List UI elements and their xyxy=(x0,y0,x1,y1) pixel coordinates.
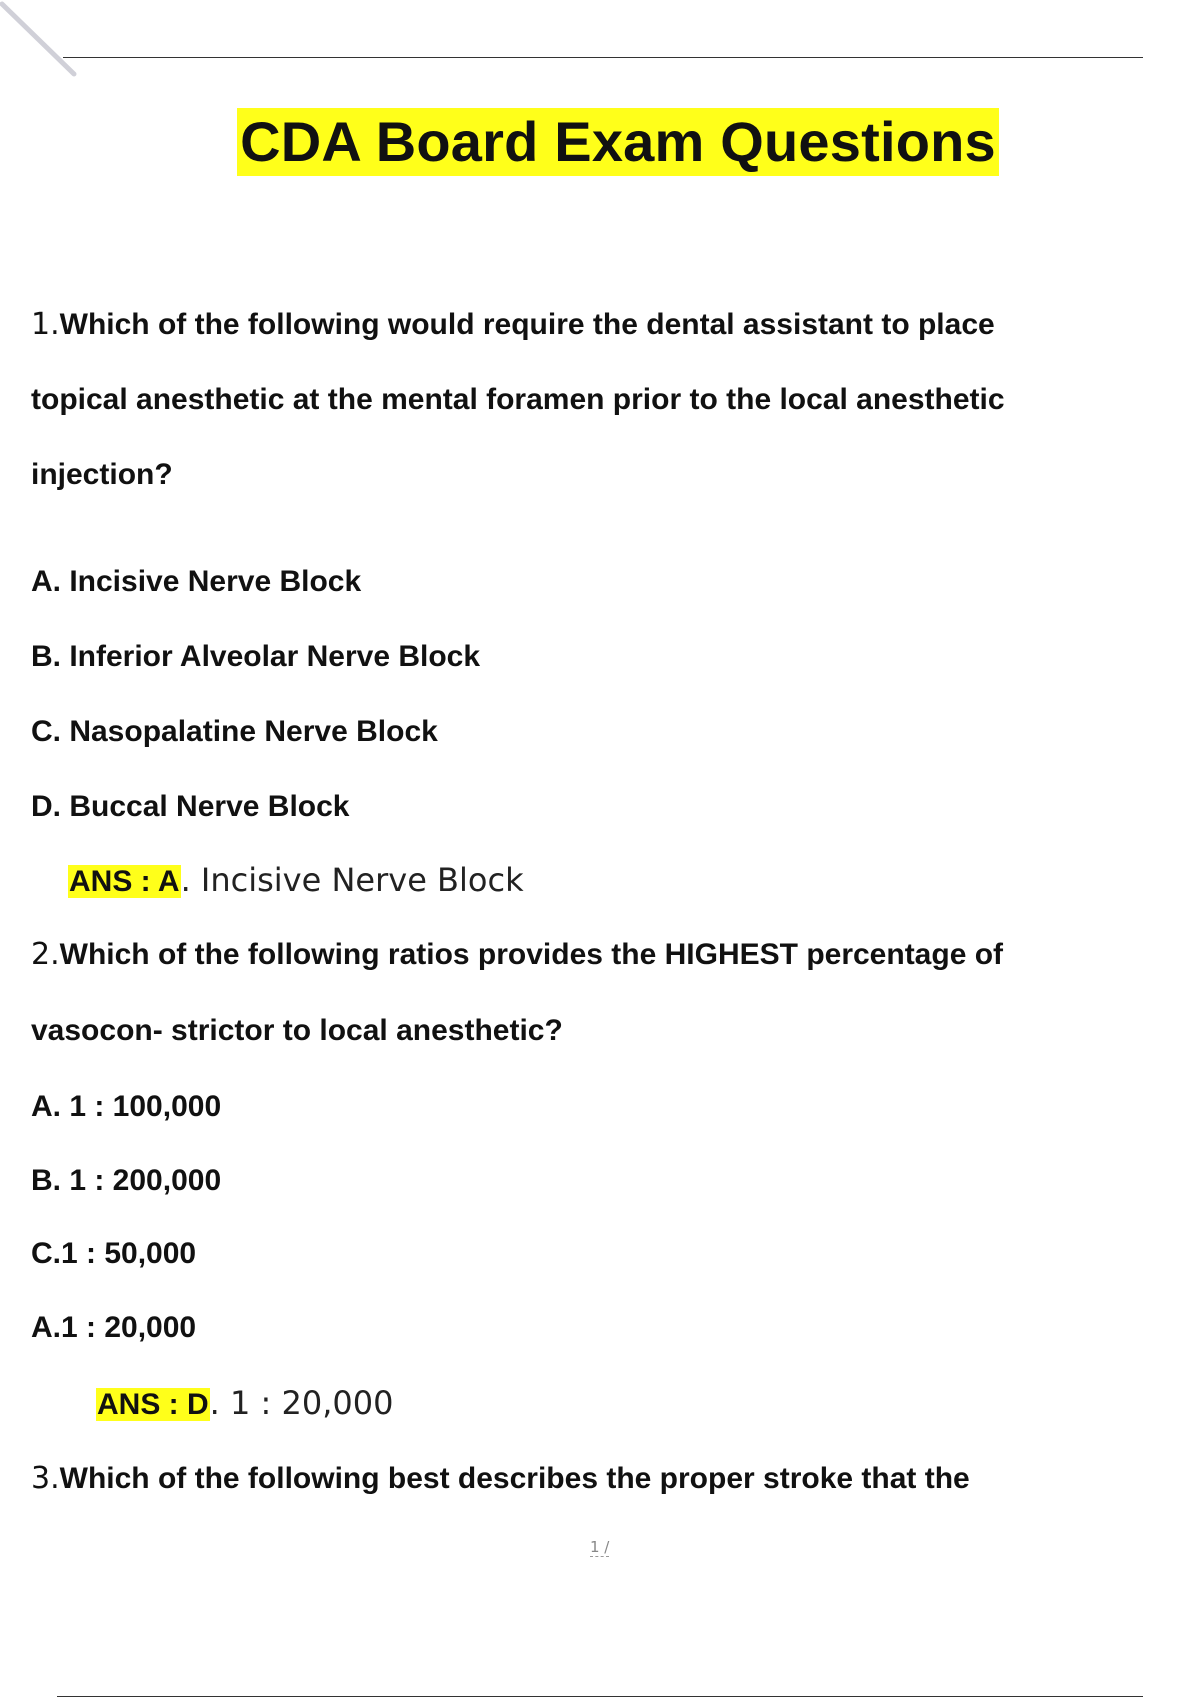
question-1-number: 1. xyxy=(31,307,60,342)
question-2-answer-tag: ANS : D xyxy=(97,1388,209,1421)
question-1-line-2: topical anesthetic at the mental foramen prior to the local anesthetic xyxy=(31,383,1005,416)
question-1-option-d: D. Buccal Nerve Block xyxy=(31,790,350,823)
document-title: CDA Board Exam Questions xyxy=(237,108,999,176)
question-2-line-1 xyxy=(31,917,1141,992)
question-1-answer-value: . Incisive Nerve Block xyxy=(180,861,524,899)
question-3-line-1 xyxy=(31,1441,1141,1516)
question-1-line-3: injection? xyxy=(31,458,173,491)
question-3-text-line-1: Which of the following best describes the proper stroke that the xyxy=(59,1462,970,1495)
question-1-option-b: B. Inferior Alveolar Nerve Block xyxy=(31,640,481,673)
question-2-answer-value: . 1 : 20,000 xyxy=(209,1384,394,1422)
question-1-option-a: A. Incisive Nerve Block xyxy=(31,565,362,598)
question-3-number: 3. xyxy=(31,1461,60,1496)
question-1-answer-tag: ANS : A xyxy=(69,865,180,898)
question-2-option-d: A.1 : 20,000 xyxy=(31,1311,197,1344)
page-corner-mark xyxy=(0,0,80,80)
question-2-option-b: B. 1 : 200,000 xyxy=(31,1164,222,1197)
question-2-option-a: A. 1 : 100,000 xyxy=(31,1090,222,1123)
question-1-option-c: C. Nasopalatine Nerve Block xyxy=(31,715,438,748)
question-2-option-c: C.1 : 50,000 xyxy=(31,1237,197,1270)
header-rule xyxy=(63,57,1143,58)
question-2-line-2: vasocon- strictor to local anesthetic? xyxy=(31,1014,563,1047)
page-number: 1 / xyxy=(590,1538,610,1556)
question-2-answer xyxy=(96,1383,393,1425)
question-1-text-line-1: Which of the following would require the dental assistant to place xyxy=(59,308,995,341)
question-2-text-line-1: Which of the following ratios provides the HIGHEST percentage of xyxy=(59,938,1004,971)
question-2-number: 2. xyxy=(31,937,60,972)
question-1-answer xyxy=(68,860,524,902)
footer-rule xyxy=(57,1696,1143,1697)
question-1-line-1 xyxy=(31,287,1141,362)
